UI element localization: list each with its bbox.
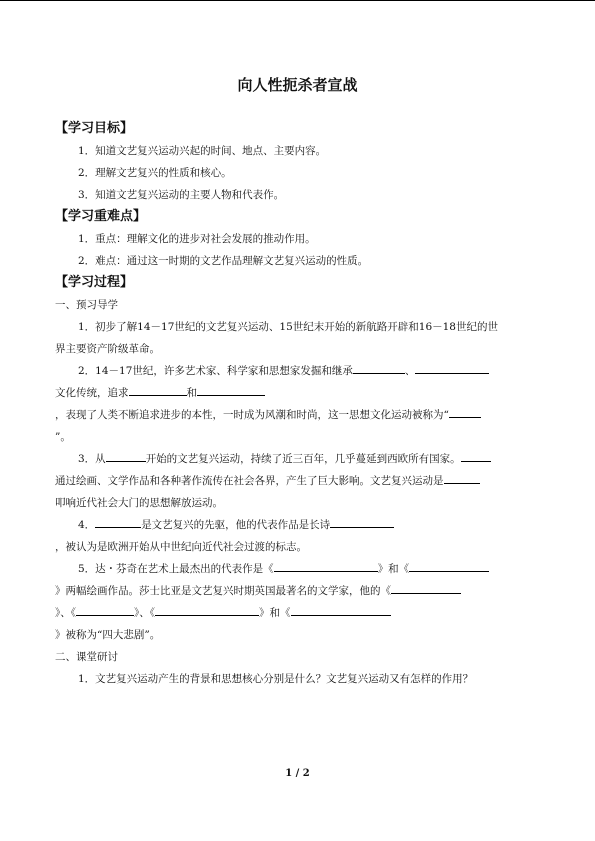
question-5-text: 5．达・芬奇在艺术上最杰出的代表作是《 [78,563,274,575]
question-5-line-2 [55,580,545,602]
question-5-text: 》两幅绘画作品。莎士比亚是文艺复兴时期英国最著名的文学家，他的《 [55,585,391,597]
question-3-line-3: 叩响近代社会大门的思想解放运动。 [55,497,223,509]
key-point-item: 2．难点：通过这一时期的文艺作品理解文艺复兴运动的性质。 [78,255,369,267]
fill-blank[interactable] [449,406,481,418]
page-number: 1 / 2 [285,768,310,779]
fill-blank[interactable] [129,384,187,396]
question-3-line-1 [55,448,545,470]
goal-item: 1．知道文艺复兴运动兴起的时间、地点、主要内容。 [78,145,327,157]
question-5-line-1 [55,558,545,580]
question-3-line-2 [55,470,545,492]
question-2-text: 、 [404,365,416,377]
question-5-text: 》、《 [55,607,76,619]
fill-blank[interactable] [391,582,461,594]
fill-blank[interactable] [274,560,378,572]
question-1-line-1: 1．初步了解14－17世纪的文艺复兴运动、15世纪末开始的新航路开辟和16－18世纪的世 [78,321,498,333]
part-preview-heading: 一、预习导学 [55,299,118,311]
question-3-text: 3．从 [78,453,106,465]
question-3-text: 开始的文艺复兴运动，持续了近三百年，几乎蔓延到西欧所有国家。 [145,453,461,465]
fill-blank[interactable] [197,384,265,396]
goal-item: 2．理解文艺复兴的性质和核心。 [78,167,232,179]
question-3-text: 通过绘画、文学作品和各种著作流传在社会各界，产生了巨大影响。文艺复兴运动是 [55,475,444,487]
key-point-item: 1．重点：理解文化的进步对社会发展的推动作用。 [78,233,316,245]
question-4-text: 4． [78,519,96,531]
question-5-line-4: 》被称为“四大悲剧”。 [55,629,161,641]
fill-blank[interactable] [409,560,489,572]
question-4-line-2: ，被认为是欧洲开始从中世纪向近代社会过渡的标志。 [55,541,307,553]
question-5-text: 》和《 [259,607,291,619]
question-1-line-2: 界主要资产阶级革命。 [55,343,160,355]
goal-item: 3．知道文艺复兴运动的主要人物和代表作。 [78,189,285,201]
fill-blank[interactable] [461,450,491,462]
fill-blank[interactable] [353,362,405,374]
question-2-text: ，表现了人类不断追求进步的本性，一时成为风潮和时尚，这一思想文化运动被称为“ [55,409,449,421]
fill-blank[interactable] [95,516,141,528]
process-heading: 【学习过程】 [55,275,134,290]
question-5-text: 》和《 [377,563,410,575]
fill-blank[interactable] [444,472,480,484]
question-2-line-4: ”。 [55,431,71,443]
question-2-line-1 [55,360,545,382]
question-2-text: 文化传统，追求 [55,387,129,399]
question-2-text: 2．14－17世纪，许多艺术家、科学家和思想家发掘和继承 [78,365,353,377]
question-2-text: 和 [186,387,197,399]
question-4-text: 是文艺复兴的先驱，他的代表作品是长诗 [141,519,331,531]
document-body [55,118,545,690]
fill-blank[interactable] [415,362,489,374]
fill-blank[interactable] [155,604,259,616]
key-points-heading: 【学习重难点】 [55,209,147,224]
question-4-line-1 [55,514,545,536]
question-5-text: 》、《 [134,607,155,619]
fill-blank[interactable] [291,604,391,616]
page-title: 向人性扼杀者宣战 [237,76,358,94]
question-2-line-2 [55,382,545,404]
question-2-line-3 [55,404,545,426]
fill-blank[interactable] [76,604,134,616]
discussion-question-1: 1．文艺复兴运动产生的背景和思想核心分别是什么？文艺复兴运动又有怎样的作用？ [78,673,474,685]
part-discussion-heading: 二、课堂研讨 [55,651,118,663]
fill-blank[interactable] [330,516,394,528]
question-5-line-3 [55,602,545,624]
page-top-rule [0,0,595,1]
fill-blank[interactable] [106,450,146,462]
goals-heading: 【学习目标】 [55,121,134,136]
